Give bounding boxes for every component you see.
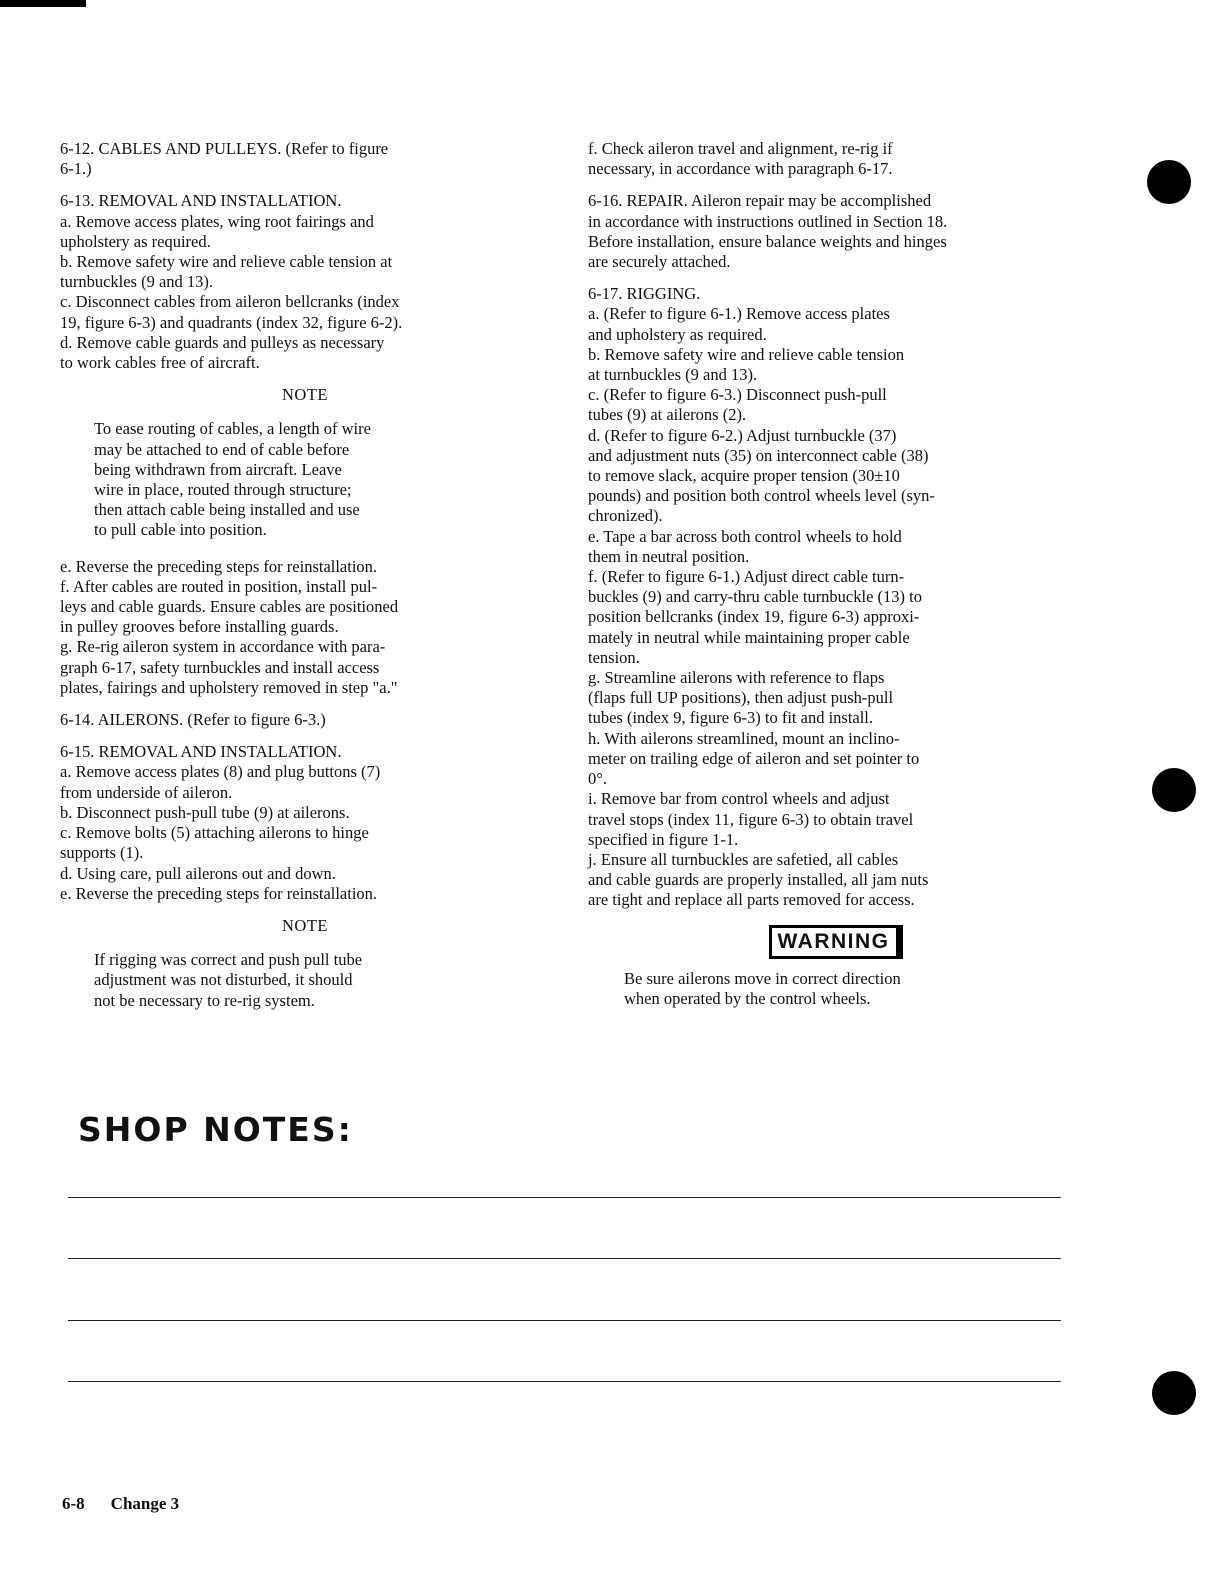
text-line: j. Ensure all turnbuckles are safetied, all cables <box>588 849 899 869</box>
text-line: f. (Refer to figure 6-1.) Adjust direct cable turn- <box>588 567 905 587</box>
text-line: 6-1.) <box>60 159 92 179</box>
text-line: d. Remove cable guards and pulleys as necessary <box>60 332 385 352</box>
text-line: b. Disconnect push-pull tube (9) at ailerons. <box>60 802 350 822</box>
text-line: from underside of aileron. <box>60 782 233 802</box>
right-column <box>588 139 1083 1009</box>
text-line: pounds) and position both control wheels level (syn- <box>588 486 935 506</box>
text-line: e. Reverse the preceding steps for reinstallation. <box>60 556 378 576</box>
text-line: specified in figure 1-1. <box>588 829 739 849</box>
note-body <box>94 950 550 1011</box>
text-line: g. Streamline ailerons with reference to flaps <box>588 668 885 688</box>
step-f-check-travel <box>588 139 1083 179</box>
text-line: Before installation, ensure balance weights and hinges <box>588 231 947 251</box>
section-6-13 <box>60 191 550 373</box>
text-line: tension. <box>588 647 640 667</box>
section-6-12 <box>60 139 550 179</box>
section-6-16 <box>588 191 1083 272</box>
text-line: meter on trailing edge of aileron and set pointer to <box>588 748 920 768</box>
section-6-17 <box>588 284 1083 910</box>
text-line: upholstery as required. <box>60 231 211 251</box>
warning-header <box>588 925 1083 959</box>
shop-notes-line <box>68 1381 1061 1382</box>
text-line: f. After cables are routed in position, install pul- <box>60 576 378 596</box>
text-line: then attach cable being installed and use <box>94 500 360 520</box>
text-line: adjustment was not disturbed, it should <box>94 970 353 990</box>
text-line: when operated by the control wheels. <box>624 988 871 1008</box>
text-line: 6-15. REMOVAL AND INSTALLATION. <box>60 742 342 762</box>
text-line: To ease routing of cables, a length of wire <box>94 419 371 439</box>
text-line: and upholstery as required. <box>588 324 767 344</box>
text-line: e. Reverse the preceding steps for reinstallation. <box>60 883 378 903</box>
text-line: a. Remove access plates (8) and plug buttons (7) <box>60 762 381 782</box>
left-column <box>60 139 550 1027</box>
text-line: c. Remove bolts (5) attaching ailerons to hinge <box>60 823 369 843</box>
text-line: mately in neutral while maintaining proper cable <box>588 627 910 647</box>
text-line: b. Remove safety wire and relieve cable tension at <box>60 252 393 272</box>
text-line: buckles (9) and carry-thru cable turnbuckle (13) to <box>588 587 922 607</box>
text-line: g. Re-rig aileron system in accordance with para- <box>60 637 386 657</box>
binder-hole <box>1152 1371 1196 1415</box>
text-line: (flaps full UP positions), then adjust push-pull <box>588 688 894 708</box>
text-line: tubes (index 9, figure 6-3) to fit and install. <box>588 708 874 728</box>
text-line: Be sure ailerons move in correct direction <box>624 968 901 988</box>
text-line: c. Disconnect cables from aileron bellcranks (index <box>60 292 400 312</box>
steps-e-to-g <box>60 557 550 698</box>
text-line: i. Remove bar from control wheels and adjust <box>588 789 890 809</box>
text-line: 0°. <box>588 769 607 789</box>
text-line: 6-17. RIGGING. <box>588 284 701 304</box>
note-title: NOTE <box>282 915 328 935</box>
text-line: to work cables free of aircraft. <box>60 353 260 373</box>
text-line: necessary, in accordance with paragraph 6-17. <box>588 159 893 179</box>
text-line: a. Remove access plates, wing root fairings and <box>60 211 374 231</box>
text-line: supports (1). <box>60 843 144 863</box>
binder-hole <box>1147 160 1191 204</box>
text-line: c. (Refer to figure 6-3.) Disconnect push-pull <box>588 385 887 405</box>
shop-notes-line <box>68 1320 1061 1321</box>
warning-label: WARNING <box>769 925 903 959</box>
text-line: in pulley grooves before installing guards. <box>60 617 339 637</box>
text-line: 6-14. AILERONS. (Refer to figure 6-3.) <box>60 710 326 730</box>
text-line: and cable guards are properly installed, all jam nuts <box>588 870 929 890</box>
text-line: d. (Refer to figure 6-2.) Adjust turnbuckle (37) <box>588 425 897 445</box>
text-line: travel stops (index 11, figure 6-3) to obtain travel <box>588 809 914 829</box>
warning-body <box>624 969 1083 1009</box>
text-line: being withdrawn from aircraft. Leave <box>94 459 342 479</box>
text-line: f. Check aileron travel and alignment, re-rig if <box>588 139 893 158</box>
text-line: and adjustment nuts (35) on interconnect cable (38) <box>588 445 929 465</box>
text-line: h. With ailerons streamlined, mount an inclino- <box>588 728 900 748</box>
text-line: wire in place, routed through structure; <box>94 480 352 500</box>
text-line: b. Remove safety wire and relieve cable tension <box>588 344 905 364</box>
change-number: Change 3 <box>110 1494 180 1513</box>
page-number: 6-8 <box>62 1494 85 1513</box>
text-line: 6-12. CABLES AND PULLEYS. (Refer to figure <box>60 139 389 158</box>
section-6-14 <box>60 710 550 730</box>
text-line: e. Tape a bar across both control wheels to hold <box>588 526 902 546</box>
text-line: plates, fairings and upholstery removed in step "a." <box>60 677 398 697</box>
text-line: If rigging was correct and push pull tube <box>94 950 363 970</box>
text-line: leys and cable guards. Ensure cables are positioned <box>60 597 399 617</box>
text-line: to remove slack, acquire proper tension (30±10 <box>588 466 900 486</box>
note-title: NOTE <box>282 385 328 405</box>
text-line: d. Using care, pull ailerons out and down. <box>60 863 336 883</box>
text-line: are securely attached. <box>588 252 731 272</box>
text-line: position bellcranks (index 19, figure 6-3) approxi- <box>588 607 920 627</box>
text-line: chronized). <box>588 506 663 526</box>
shop-notes-line <box>68 1197 1061 1198</box>
text-line: at turnbuckles (9 and 13). <box>588 365 758 385</box>
text-line: them in neutral position. <box>588 546 750 566</box>
shop-notes-line <box>68 1258 1061 1259</box>
text-line: 6-13. REMOVAL AND INSTALLATION. <box>60 191 342 211</box>
text-line: may be attached to end of cable before <box>94 439 350 459</box>
text-line: to pull cable into position. <box>94 520 267 540</box>
text-line: a. (Refer to figure 6-1.) Remove access plates <box>588 304 890 324</box>
page-footer <box>62 1494 205 1514</box>
text-line: tubes (9) at ailerons (2). <box>588 405 747 425</box>
corner-registration-mark <box>0 0 86 7</box>
section-6-15 <box>60 742 550 904</box>
binder-hole <box>1152 768 1196 812</box>
text-line: graph 6-17, safety turnbuckles and install access <box>60 657 380 677</box>
text-line: in accordance with instructions outlined in Section 18. <box>588 211 948 231</box>
text-line: are tight and replace all parts removed for access. <box>588 890 915 910</box>
text-line: 19, figure 6-3) and quadrants (index 32, figure 6-2). <box>60 312 403 332</box>
text-line: 6-16. REPAIR. Aileron repair may be accomplished <box>588 191 932 211</box>
text-line: not be necessary to re-rig system. <box>94 990 315 1010</box>
text-line: turnbuckles (9 and 13). <box>60 272 214 292</box>
note-body <box>94 419 550 540</box>
shop-notes-title: SHOP NOTES: <box>78 1110 353 1149</box>
